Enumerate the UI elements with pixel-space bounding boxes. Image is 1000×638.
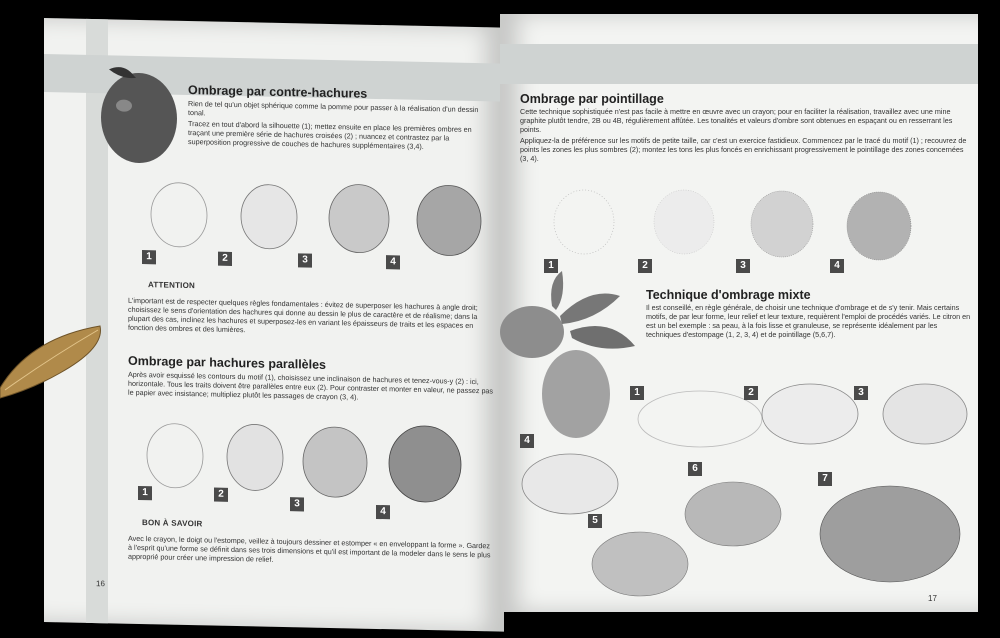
bon-a-savoir-heading: BON À SAVOIR <box>142 518 203 529</box>
attention-text: L'important est de respecter quelques règles fondamentales : évitez de superposer les hachures à angle droit; choisissez le sens d'orientation des hachures qui donne au dessin le plus de caractère et de réalisme; dans la plupart des cas, inclinez les hachures et superposez-les en variant les épaisseurs de traits et les espaces en fonction des ombres et des lumières. <box>128 295 478 335</box>
pointillage-text-1: Cette technique sophistiquée n'est pas facile à mettre en œuvre avec un crayon; pour en faciliter la réalisation, travaillez avec une mine graphite plutôt tendre, 2B ou 4B, régulièrement affûtée. Les tonalités et valeurs d'ombre sont obtenues en espaçant ou en resserrant les points. <box>520 107 953 134</box>
step-badge: 4 <box>386 255 400 269</box>
step-badge: 1 <box>142 250 156 264</box>
pointillage-text-2: Appliquez-la de préférence sur les motifs de petite taille, car c'est un exercice fastidieux. Commencez par le tracé du motif (1) ; recouvrez de points les zones les plus sombres (2); montez les tons les plus foncés en enrichissant progressivement le pointillage des zones concernées (3, 4). <box>520 136 967 163</box>
hachures-paralleles-text: Après avoir esquissé les contours du motif (1), choisissez une inclinaison de hachures et tenez-vous-y (2) : ici, horizontale. Tous les traits doivent être parallèles entre eux (2). Pour contraster et monter en valeur, ne passez pas le papier avec insistance; multipliez plutôt les passages de crayon (3, 4). <box>128 369 494 402</box>
step-badge: 2 <box>218 252 232 266</box>
page-number-right: 17 <box>928 594 937 603</box>
step-badge: 7 <box>818 472 832 486</box>
step-badge: 2 <box>214 488 228 502</box>
step-badge: 1 <box>544 259 558 273</box>
attention-heading: ATTENTION <box>148 280 195 291</box>
section-title-ombrage-mixte: Technique d'ombrage mixte <box>646 288 811 302</box>
contre-hachures-intro: Rien de tel qu'un objet sphérique comme la pomme pour passer à la réalisation d'un dessin tonal. <box>188 99 479 118</box>
step-badge: 5 <box>588 514 602 528</box>
section-title-contre-hachures: Ombrage par contre-hachures <box>188 83 368 101</box>
page-number-left: 16 <box>96 579 105 589</box>
apple-sketches-row-2 <box>140 410 490 507</box>
left-page <box>44 18 504 632</box>
step-badge: 4 <box>520 434 534 448</box>
contre-hachures-text: Tracez en tout d'abord la silhouette (1); mettez ensuite en place les premières ombres en traçant une première série de hachures croisées (2) ; nuancez et contrastez par la superposition progressive de couches de hachures supplémentaires (3,4). <box>188 119 472 151</box>
step-badge: 4 <box>830 259 844 273</box>
right-page <box>500 14 978 612</box>
step-badge: 3 <box>298 253 312 267</box>
step-badge: 4 <box>376 505 390 519</box>
step-badge: 6 <box>688 462 702 476</box>
step-badge: 1 <box>138 486 152 500</box>
step-badge: 3 <box>290 497 304 511</box>
dark-apple-illustration <box>94 57 184 169</box>
step-badge: 3 <box>854 386 868 400</box>
lemon-sketches <box>520 374 970 604</box>
step-badge: 3 <box>736 259 750 273</box>
feather-bookmark <box>0 318 110 398</box>
section-title-pointillage: Ombrage par pointillage <box>520 92 664 106</box>
step-badge: 2 <box>638 259 652 273</box>
step-badge: 2 <box>744 386 758 400</box>
bon-a-savoir-text: Avec le crayon, le doigt ou l'estompe, veillez à toujours dessiner et estomper « en enveloppant la forme ». Gardez à l'esprit qu'une forme se définit dans ses trois dimensions et qu'il est important de la modeler dans le sens le plus approprié pour créer une impression de relief. <box>128 533 491 564</box>
stippled-apple-sketches <box>544 182 934 262</box>
ombrage-mixte-text: Il est conseillé, en règle générale, de choisir une technique d'ombrage et de s'y tenir. Mais certains motifs, de par leur forme, leur relief et leur texture, requièrent l'emploi de procédés variés. Le citron en est un bel exemple : sa peau, à la fois lisse et granuleuse, se représente idéalement par les techniques d'estompage (1, 2, 3, 4) et de pointillage (5,6,7). <box>646 303 971 339</box>
header-band <box>500 44 978 84</box>
apple-sketches-row-1 <box>144 172 474 259</box>
step-badge: 1 <box>630 386 644 400</box>
section-title-hachures-paralleles: Ombrage par hachures parallèles <box>128 353 327 372</box>
